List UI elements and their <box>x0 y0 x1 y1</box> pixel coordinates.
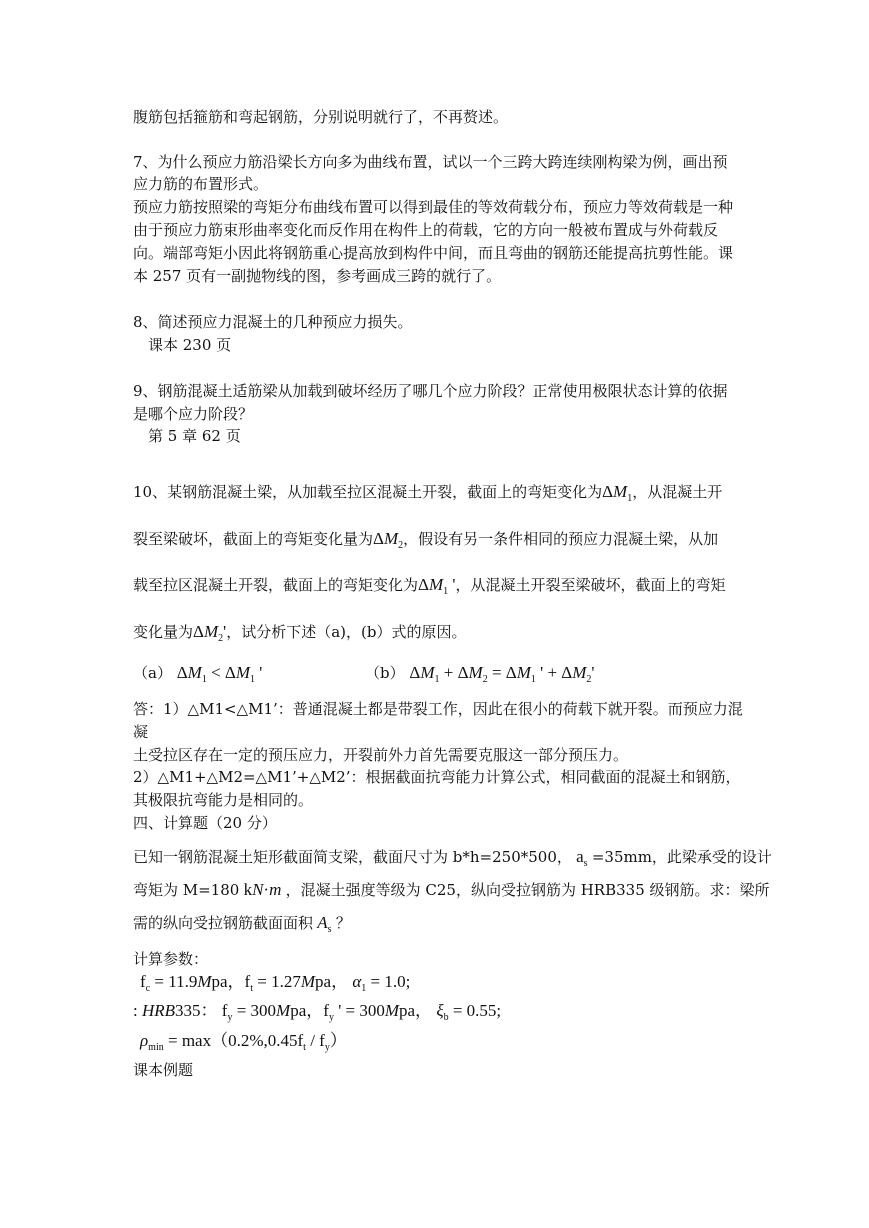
formula-As: $A_s$ <box>317 913 332 935</box>
formula-a <box>133 663 262 686</box>
text: 已知一钢筋混凝土矩形截面简支梁，截面尺寸为 b*h=250*500， <box>133 848 572 866</box>
formula-b-expr: $\Delta M_1 + \Delta M_2 = \Delta M_1$ ' + $\Delta M_2'$ <box>409 663 595 685</box>
text-line: 向。端部弯矩小因此将钢筋重心提高放到构件中间，而且弯曲的钢筋还能提高抗剪性能。课 <box>133 244 734 262</box>
text: ，假设有另一条件相同的预应力混凝土梁，从加 <box>403 530 719 548</box>
question-8: 8、简述预应力混凝土的几种预应力损失。 <box>133 313 413 331</box>
text: =35mm，此梁承受的设计 <box>591 848 772 866</box>
question-7: 7、为什么预应力筋沿梁长方向多为曲线布置，试以一个三跨大跨连续刚构梁为例，画出预 <box>133 153 728 171</box>
problem-line <box>133 847 772 870</box>
formula-dM2-prime: $\Delta M_2'$ <box>193 622 227 644</box>
formula-dM2: $\Delta M_2$ <box>373 529 404 551</box>
question-10-line <box>133 575 725 598</box>
question-10-line <box>133 529 718 552</box>
text: ，试分析下述（a)，(b）式的原因。 <box>226 623 467 641</box>
formula-knm: kN·m <box>239 880 282 899</box>
answer-10: 答：1）△M1<△M1’：普通混凝土都是带裂工作，因此在很小的荷载下就开裂。而预应力混 <box>133 700 743 718</box>
text-line: 由于预应力筋束形曲率变化而反作用在构件上的荷载，它的方向一般被布置成与外荷载反 <box>133 221 719 239</box>
text-line: 是哪个应力阶段？ <box>133 405 254 423</box>
text: 变化量为 <box>133 623 194 641</box>
problem-line <box>133 913 351 936</box>
text-line: 腹筋包括箍筋和弯起钢筋，分别说明就行了，不再赘述。 <box>133 108 509 126</box>
text-line: 应力筋的布置形式。 <box>133 175 269 193</box>
text-line: 凝 <box>133 723 149 741</box>
text-line: 2）△M1+△M2=△M1’+△M2’：根据截面抗弯能力计算公式，相同截面的混凝土和钢筋， <box>133 768 741 786</box>
question-9: 9、钢筋混凝土适筋梁从加载到破坏经历了哪几个应力阶段？正常使用极限状态计算的依据 <box>133 382 728 400</box>
text: ？ <box>335 914 351 932</box>
formula-params-1: $f_c = 11.9Mpa$，$f_t = 1.27Mpa$， $\alpha_1 = 1.0$; <box>140 972 411 994</box>
formula-dM1: $\Delta M_1$ <box>602 482 633 504</box>
text: 弯矩为 M=180 <box>133 881 240 899</box>
text: ，从混凝土开 <box>632 483 723 501</box>
answer-9: 第 5 章 62 页 <box>148 427 241 445</box>
problem-line <box>133 880 770 900</box>
formula-as: $a_s$ <box>571 847 588 869</box>
params-heading: 计算参数： <box>133 950 209 968</box>
answer-7: 预应力筋按照梁的弯矩分布曲线布置可以得到最佳的等效荷载分布，预应力等效荷载是一种 <box>133 198 734 216</box>
text: 需的纵向受拉钢筋截面面积 <box>133 914 314 932</box>
text: ，混凝土强度等级为 C25，纵向受拉钢筋为 HRB335 级钢筋。求：梁所 <box>285 881 770 899</box>
text: 载至拉区混凝土开裂，截面上的弯矩变化为 <box>133 576 419 594</box>
formula-b <box>365 663 595 686</box>
text: ，从混凝土开裂至梁破坏，截面上的弯矩 <box>455 576 726 594</box>
text-line: 其极限抗弯能力是相同的。 <box>133 791 314 809</box>
text-line: 本 257 页有一副抛物线的图，参考画成三跨的就行了。 <box>133 267 502 285</box>
formula-a-expr: $\Delta M_1 < \Delta M_1$ ' <box>176 663 263 685</box>
formula-params-3: $\rho_{min} = \max(0.2\%,0.45f_t / f_y)$ <box>140 1031 347 1053</box>
formula-dM1-prime: $\Delta M_1$ ' <box>418 575 456 597</box>
text-line: 土受拉区存在一定的预压应力，开裂前外力首先需要克服这一部分预压力。 <box>133 746 629 764</box>
text-line: 课本例题 <box>133 1061 194 1079</box>
text: 10、某钢筋混凝土梁，从加载至拉区混凝土开裂，截面上的弯矩变化为 <box>133 483 603 501</box>
text: 裂至梁破坏，截面上的弯矩变化量为 <box>133 530 374 548</box>
label-b: （b） <box>365 664 405 682</box>
formula-params-2: : HRB335： $f_y = 300Mpa$，$f_y$ ' = 300Mpa， $\xi_b = 0.55$; <box>133 1001 502 1023</box>
answer-8: 课本 230 页 <box>148 336 232 354</box>
label-a: （a） <box>133 664 172 682</box>
section-heading: 四、计算题（20 分） <box>133 814 277 832</box>
question-10-line <box>133 482 722 505</box>
question-10-line <box>133 622 466 645</box>
